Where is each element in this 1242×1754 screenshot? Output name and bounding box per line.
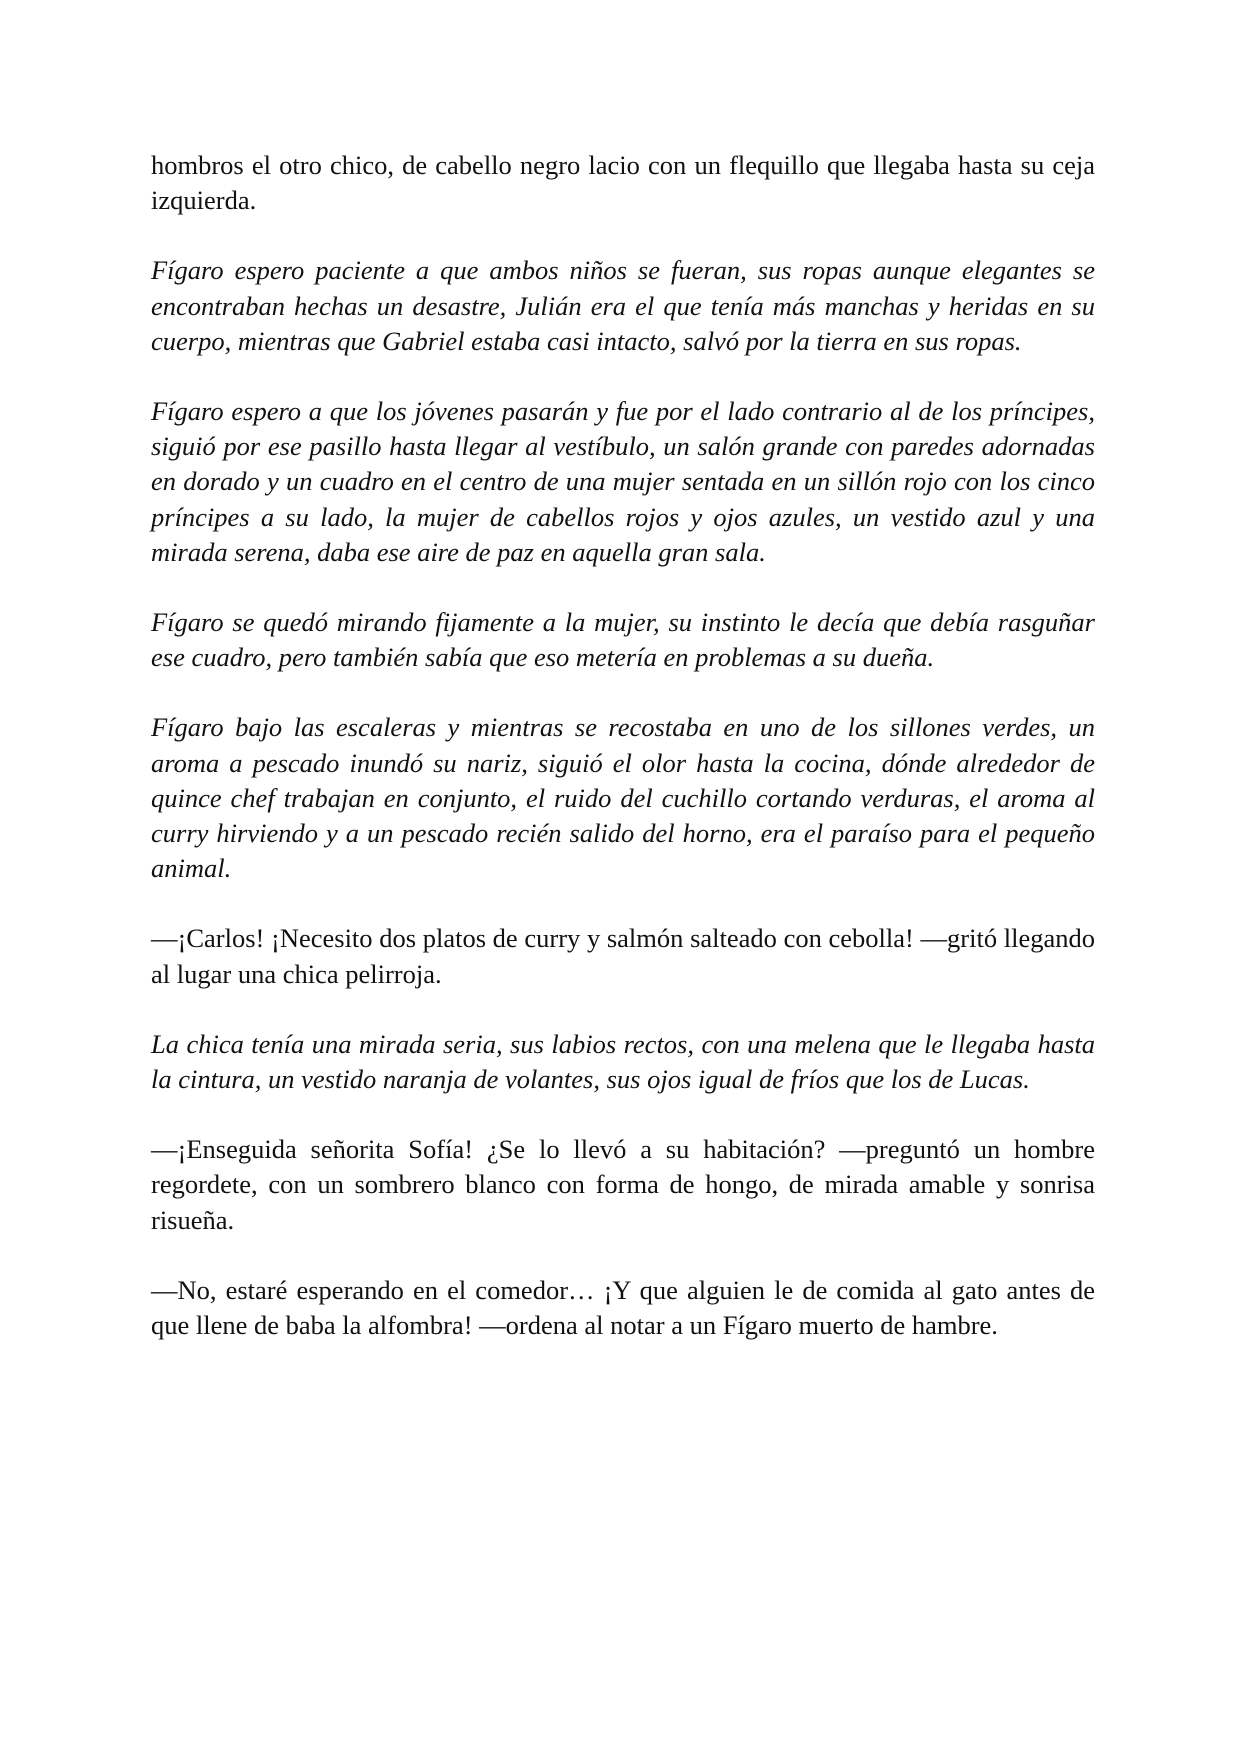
paragraph-continuation: hombros el otro chico, de cabello negro lacio con un flequillo que llegaba hasta su ceja izquierda. bbox=[151, 150, 1095, 216]
paragraph-vestibule: Fígaro espero a que los jóvenes pasarán y fue por el lado contrario al de los príncipes, siguió por ese pasillo hasta llegar al vestíbulo, un salón grande con paredes adornadas en dorado y un cuadro en el centro de una mujer sentada en un sillón rojo con los cinco príncipes a su lado, la mujer de cabellos rojos y ojos azules, un vestido azul y una mirada serena, daba ese aire de paz en aquella gran sala. bbox=[151, 396, 1095, 567]
paragraph-painting: Fígaro se quedó mirando fijamente a la mujer, su instinto le decía que debía rasguñar ese cuadro, pero también sabía que eso metería en problemas a su dueña. bbox=[151, 607, 1095, 673]
paragraph-figaro-waits: Fígaro espero paciente a que ambos niños se fueran, sus ropas aunque elegantes se encontraban hechas un desastre, Julián era el que tenía más manchas y heridas en su cuerpo, mientras que Gabriel estaba casi intacto, salvó por la tierra en sus ropas. bbox=[151, 255, 1095, 356]
dialogue-chef: —¡Enseguida señorita Sofía! ¿Se lo llevó a su habitación? —preguntó un hombre regordete, con un sombrero blanco con forma de hongo, de mirada amable y sonrisa risueña. bbox=[151, 1134, 1095, 1235]
dialogue-sofia: —No, estaré esperando en el comedor… ¡Y que alguien le de comida al gato antes de que llene de baba la alfombra! —ordena al notar a un Fígaro muerto de hambre. bbox=[151, 1274, 1095, 1341]
dialogue-carlos: —¡Carlos! ¡Necesito dos platos de curry y salmón salteado con cebolla! —gritó llegando al lugar una chica pelirroja. bbox=[151, 923, 1095, 989]
paragraph-kitchen: Fígaro bajo las escaleras y mientras se recostaba en uno de los sillones verdes, un aroma a pescado inundó su nariz, siguió el olor hasta la cocina, dónde alrededor de quince chef trabajan en conjunto, el ruido del cuchillo cortando verduras, el aroma al curry hirviendo y a un pescado recién salido del horno, era el paraíso para el pequeño animal. bbox=[151, 712, 1095, 884]
body-text bbox=[151, 148, 1095, 1378]
paragraph-red-haired-girl: La chica tenía una mirada seria, sus labios rectos, con una melena que le llegaba hasta la cintura, un vestido naranja de volantes, sus ojos igual de fríos que los de Lucas. bbox=[151, 1028, 1095, 1095]
